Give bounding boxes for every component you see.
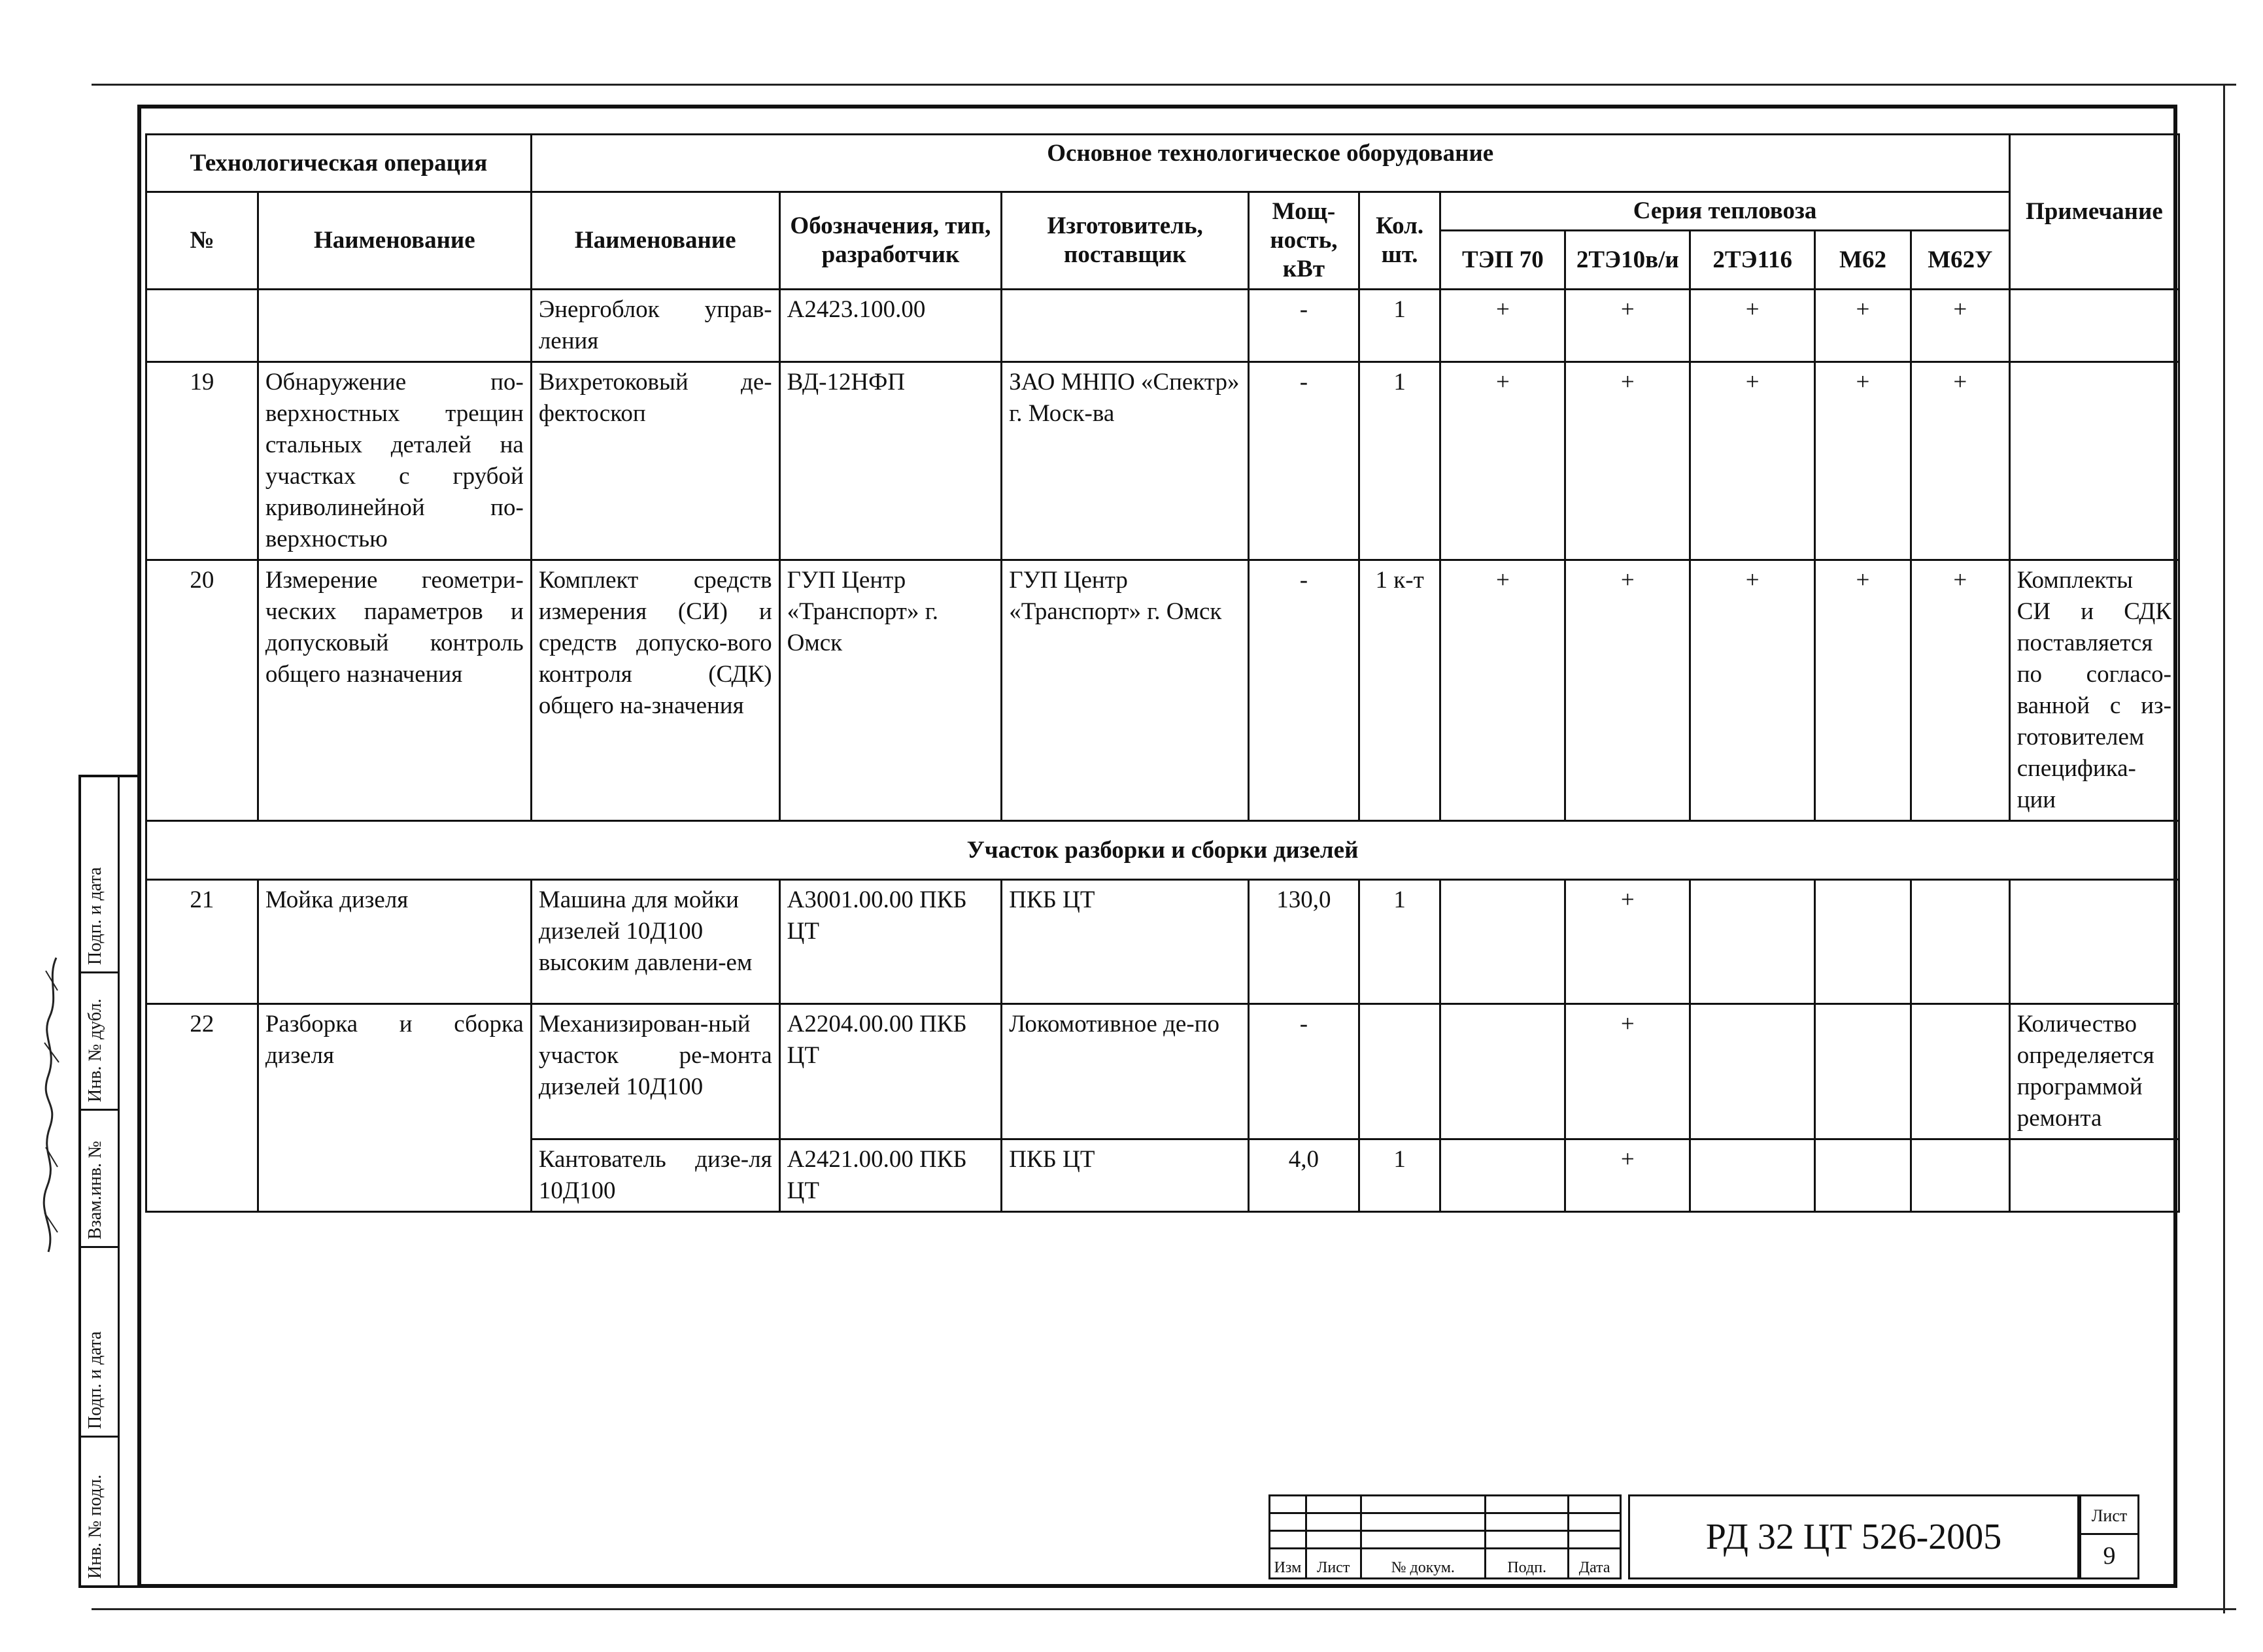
cell-power: 4,0 <box>1249 1139 1359 1212</box>
cell-qty: 1 <box>1359 880 1440 1004</box>
cell-mark: + <box>1690 290 1815 362</box>
table-row <box>146 362 2179 560</box>
cell-mark <box>1690 880 1815 1004</box>
cell-des: А2204.00.00 ПКБ ЦТ <box>779 1004 1002 1139</box>
cell-eq: Комплект средств измерения (СИ) и средств допуско-вого контроля (СДК) общего на-значения <box>531 560 779 821</box>
cell-power: - <box>1249 362 1359 560</box>
cell-eq: Энергоблок управ-ления <box>531 290 779 362</box>
tb-cell <box>1486 1530 1569 1548</box>
header-loco-2te116: 2ТЭ116 <box>1690 231 1815 290</box>
stamp-label: Инв. № дубл. <box>85 998 105 1102</box>
tb-cell <box>1569 1530 1621 1548</box>
cell-mfr <box>1002 290 1249 362</box>
cell-mark: + <box>1911 290 2009 362</box>
tb-label-sign: Подп. <box>1486 1548 1569 1578</box>
cell-des: ГУП Центр «Транспорт» г. Омск <box>779 560 1002 821</box>
cell-eq: Механизирован-ный участок ре-монта дизелей 10Д100 <box>531 1004 779 1139</box>
tb-cell <box>1569 1496 1621 1513</box>
cell-num <box>146 290 258 362</box>
cell-power: - <box>1249 290 1359 362</box>
tb-cell <box>1569 1513 1621 1530</box>
cell-mark: + <box>1440 560 1565 821</box>
cell-des: А3001.00.00 ПКБ ЦТ <box>779 880 1002 1004</box>
cell-mark <box>1911 880 2009 1004</box>
cell-op <box>258 290 531 362</box>
header-designation: Обозначения, тип, разработчик <box>779 192 1002 290</box>
tb-cell <box>1270 1496 1306 1513</box>
tb-cell <box>1361 1513 1486 1530</box>
cell-note: Комплекты СИ и СДК поставляется по согласо-ванной с из-готовителем специфика-ции <box>2009 560 2179 821</box>
cell-power: - <box>1249 1004 1359 1139</box>
cell-mark: + <box>1565 290 1690 362</box>
stamp-cell-replaced-inv <box>81 1111 118 1248</box>
title-block <box>1268 1494 2175 1579</box>
cell-mark: + <box>1565 362 1690 560</box>
cell-des: А2421.00.00 ПКБ ЦТ <box>779 1139 1002 1212</box>
stamp-cell-orig-inv <box>81 1438 118 1585</box>
header-loco-m62u: М62У <box>1911 231 2009 290</box>
cell-mark: + <box>1565 880 1690 1004</box>
handwritten-signature-image <box>42 951 61 1258</box>
header-series: Серия тепловоза <box>1440 192 2009 231</box>
header-note: Примечание <box>2009 135 2179 290</box>
header-num: № <box>146 192 258 290</box>
cell-mark: + <box>1690 362 1815 560</box>
cell-qty: 1 <box>1359 1139 1440 1212</box>
cell-power: - <box>1249 560 1359 821</box>
cell-mark <box>1815 1139 1911 1212</box>
tb-cell <box>1306 1513 1361 1530</box>
cell-op: Обнаружение по-верхностных трещин стальных деталей на участках с грубой криволинейной по-верхностью <box>258 362 531 560</box>
cell-mark <box>1911 1139 2009 1212</box>
header-row-2 <box>146 192 2179 231</box>
page-bottom-edge <box>92 1608 2236 1610</box>
cell-mark: + <box>1440 362 1565 560</box>
header-op-name: Наименование <box>258 192 531 290</box>
cell-note: Количество определяется программой ремонта <box>2009 1004 2179 1139</box>
cell-des: ВД-12НФП <box>779 362 1002 560</box>
sheet-number: 9 <box>2103 1542 2116 1570</box>
cell-eq: Машина для мойки дизелей 10Д100 высоким давлени-ем <box>531 880 779 1004</box>
cell-op: Измерение геометри-ческих параметров и допусковый контроль общего назначения <box>258 560 531 821</box>
table-row <box>146 880 2179 1004</box>
title-block-grid <box>1268 1494 1622 1579</box>
header-main-equipment: Основное технологическое оборудование <box>531 135 2009 192</box>
header-manufacturer: Изготовитель, поставщик <box>1002 192 1249 290</box>
cell-mark: + <box>1565 560 1690 821</box>
tb-cell <box>1306 1530 1361 1548</box>
table-row <box>146 290 2179 362</box>
document-number: РД 32 ЦТ 526-2005 <box>1628 1494 2079 1579</box>
cell-mark <box>1911 1004 2009 1139</box>
tb-cell <box>1486 1513 1569 1530</box>
stamp-label: Подп. и дата <box>85 1331 105 1429</box>
cell-mark: + <box>1565 1004 1690 1139</box>
cell-num: 22 <box>146 1004 258 1212</box>
cell-note <box>2009 362 2179 560</box>
cell-mark: + <box>1815 362 1911 560</box>
header-row-1 <box>146 135 2179 192</box>
tb-label-date: Дата <box>1569 1548 1621 1578</box>
cell-mfr: ПКБ ЦТ <box>1002 880 1249 1004</box>
tb-cell <box>1306 1496 1361 1513</box>
stamp-label: Подп. и дата <box>85 867 105 965</box>
page-right-edge <box>2223 84 2225 1613</box>
tb-label-row <box>1270 1548 1621 1578</box>
header-loco-m62: М62 <box>1815 231 1911 290</box>
stamp-label: Инв. № подл. <box>85 1474 105 1579</box>
left-margin-stamp <box>78 775 141 1588</box>
cell-mark <box>1690 1139 1815 1212</box>
stamp-cell-sign-date-1 <box>81 777 118 973</box>
cell-mark <box>1815 880 1911 1004</box>
header-eq-name: Наименование <box>531 192 779 290</box>
cell-mark: + <box>1911 560 2009 821</box>
tb-row <box>1270 1530 1621 1548</box>
cell-power: 130,0 <box>1249 880 1359 1004</box>
stamp-cell-dup-inv <box>81 973 118 1111</box>
tb-row <box>1270 1513 1621 1530</box>
tb-row <box>1270 1496 1621 1513</box>
cell-mark: + <box>1440 290 1565 362</box>
cell-mark <box>1440 1139 1565 1212</box>
cell-num: 21 <box>146 880 258 1004</box>
cell-eq: Кантователь дизе-ля 10Д100 <box>531 1139 779 1212</box>
tb-cell <box>1270 1513 1306 1530</box>
cell-note <box>2009 1139 2179 1212</box>
cell-num: 19 <box>146 362 258 560</box>
header-power: Мощ-ность, кВт <box>1249 192 1359 290</box>
cell-mfr: ГУП Центр «Транспорт» г. Омск <box>1002 560 1249 821</box>
tb-cell <box>1361 1530 1486 1548</box>
cell-note <box>2009 290 2179 362</box>
cell-num: 20 <box>146 560 258 821</box>
cell-mfr: ЗАО МНПО «Спектр» г. Моск-ва <box>1002 362 1249 560</box>
cell-qty <box>1359 1004 1440 1139</box>
tb-label-doc: № докум. <box>1361 1548 1486 1578</box>
section-row <box>146 821 2179 880</box>
cell-mark: + <box>1565 1139 1690 1212</box>
stamp-divider <box>118 777 120 1585</box>
cell-qty: 1 <box>1359 290 1440 362</box>
tb-cell <box>1270 1530 1306 1548</box>
cell-mark: + <box>1911 362 2009 560</box>
cell-des: А2423.100.00 <box>779 290 1002 362</box>
header-tech-operation: Технологическая операция <box>146 135 532 192</box>
tb-label-sheet: Лист <box>1306 1548 1361 1578</box>
cell-note <box>2009 880 2179 1004</box>
stamp-cell-sign-date-2 <box>81 1248 118 1438</box>
cell-op: Разборка и сборка дизеля <box>258 1004 531 1212</box>
page-top-edge <box>92 84 2236 86</box>
cell-mfr: Локомотивное де-по <box>1002 1004 1249 1139</box>
header-loco-tep70: ТЭП 70 <box>1440 231 1565 290</box>
cell-mark <box>1815 1004 1911 1139</box>
cell-mark: + <box>1690 560 1815 821</box>
tb-cell <box>1486 1496 1569 1513</box>
cell-mark: + <box>1815 560 1911 821</box>
cell-mark: + <box>1815 290 1911 362</box>
cell-qty: 1 <box>1359 362 1440 560</box>
sheet-box <box>2079 1494 2139 1579</box>
table-row <box>146 560 2179 821</box>
cell-mark <box>1690 1004 1815 1139</box>
header-qty: Кол. шт. <box>1359 192 1440 290</box>
stamp-label: Взам.инв. № <box>85 1141 105 1239</box>
cell-qty: 1 к-т <box>1359 560 1440 821</box>
header-loco-2te10: 2ТЭ10в/и <box>1565 231 1690 290</box>
cell-mark <box>1440 1004 1565 1139</box>
tb-label-change: Изм <box>1270 1548 1306 1578</box>
tb-cell <box>1361 1496 1486 1513</box>
cell-eq: Вихретоковый де-фектоскоп <box>531 362 779 560</box>
cell-mark <box>1440 880 1565 1004</box>
cell-mfr: ПКБ ЦТ <box>1002 1139 1249 1212</box>
table-row <box>146 1004 2179 1139</box>
equipment-table <box>145 133 2180 1213</box>
section-title: Участок разборки и сборки дизелей <box>146 821 2179 880</box>
cell-op: Мойка дизеля <box>258 880 531 1004</box>
sheet-label: Лист <box>2081 1499 2137 1535</box>
